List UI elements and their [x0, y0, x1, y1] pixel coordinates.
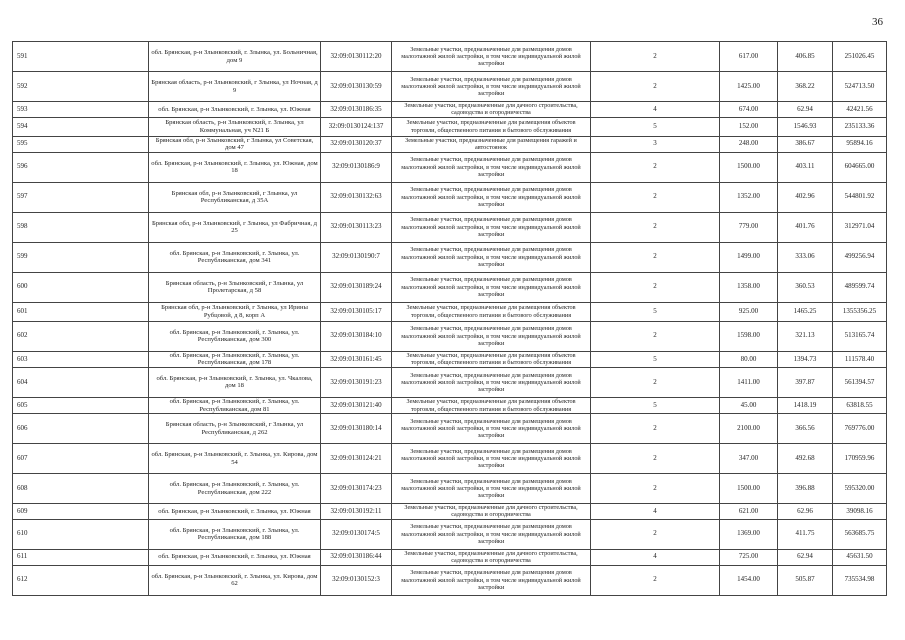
- row-cadastral-number: 32:09:0130192:11: [321, 504, 392, 520]
- row-area: 2100.00: [720, 414, 778, 444]
- row-address: обл. Брянская, р-н Злынковский, г. Злынка, ул. Республиканская, дом 178: [149, 351, 321, 367]
- table-row: [13, 242, 887, 272]
- row-cadastral-value: 251026.45: [833, 42, 887, 72]
- row-cadastral-number: 32:09:0130191:23: [321, 367, 392, 397]
- row-group: 5: [591, 117, 720, 136]
- row-cadastral-value: 595320.00: [833, 474, 887, 504]
- row-land-use: Земельные участки, предназначенные для размещения объектов торговли, общественного питания и бытового обслуживания: [392, 117, 591, 136]
- row-specific-value: 396.88: [778, 474, 833, 504]
- row-cadastral-number: 32:09:0130105:17: [321, 302, 392, 321]
- row-address: обл. Брянская, р-н Злынковский, г. Злынка, ул. Кирова, дом 54: [149, 444, 321, 474]
- table-row: [13, 102, 887, 118]
- row-area: 779.00: [720, 212, 778, 242]
- row-group: 2: [591, 212, 720, 242]
- row-land-use: Земельные участки, предназначенные для дачного строительства, садоводства и огородничества: [392, 504, 591, 520]
- row-address: Брянская область, р-н Злынковский, г. Злынка, ул Коммунальная, уч N21 Б: [149, 117, 321, 136]
- table-row: [13, 351, 887, 367]
- row-cadastral-number: 32:09:0130190:7: [321, 242, 392, 272]
- row-address: Брянская обл, р-н Злынковский, г Злынка, ул Советская, дом 47: [149, 136, 321, 152]
- row-specific-value: 406.85: [778, 42, 833, 72]
- row-land-use: Земельные участки, предназначенные для дачного строительства, садоводства и огородничества: [392, 549, 591, 565]
- row-specific-value: 411.75: [778, 519, 833, 549]
- table-row: [13, 321, 887, 351]
- row-cadastral-value: 735534.98: [833, 565, 887, 595]
- row-land-use: Земельные участки, предназначенные для размещения домов малоэтажной жилой застройки, в том числе индивидуальной жилой застройки: [392, 42, 591, 72]
- row-specific-value: 368.22: [778, 72, 833, 102]
- row-specific-value: 366.56: [778, 414, 833, 444]
- row-land-use: Земельные участки, предназначенные для размещения домов малоэтажной жилой застройки, в том числе индивидуальной жилой застройки: [392, 212, 591, 242]
- row-address: обл. Брянская, р-н Злынковский, г. Злынка, ул. Южная: [149, 549, 321, 565]
- row-number: 600: [13, 272, 149, 302]
- row-area: 1454.00: [720, 565, 778, 595]
- page-number: 36: [872, 16, 883, 28]
- row-area: 1598.00: [720, 321, 778, 351]
- table-row: [13, 72, 887, 102]
- row-group: 3: [591, 136, 720, 152]
- row-specific-value: 1418.19: [778, 397, 833, 413]
- row-group: 2: [591, 42, 720, 72]
- row-cadastral-value: 170959.96: [833, 444, 887, 474]
- row-group: 2: [591, 414, 720, 444]
- row-cadastral-number: 32:09:0130112:20: [321, 42, 392, 72]
- row-cadastral-number: 32:09:0130130:59: [321, 72, 392, 102]
- cadastral-value-table: [12, 41, 887, 596]
- row-group: 2: [591, 519, 720, 549]
- row-area: 1411.00: [720, 367, 778, 397]
- row-group: 5: [591, 351, 720, 367]
- row-area: 1500.00: [720, 474, 778, 504]
- table-row: [13, 117, 887, 136]
- row-specific-value: 386.67: [778, 136, 833, 152]
- table-row: [13, 367, 887, 397]
- row-cadastral-value: 63818.55: [833, 397, 887, 413]
- row-specific-value: 1465.25: [778, 302, 833, 321]
- row-land-use: Земельные участки, предназначенные для размещения объектов торговли, общественного питания и бытового обслуживания: [392, 302, 591, 321]
- row-group: 2: [591, 152, 720, 182]
- row-area: 80.00: [720, 351, 778, 367]
- row-land-use: Земельные участки, предназначенные для размещения объектов торговли, общественного питания и бытового обслуживания: [392, 351, 591, 367]
- row-number: 597: [13, 182, 149, 212]
- row-specific-value: 401.76: [778, 212, 833, 242]
- table-row: [13, 272, 887, 302]
- table-row: [13, 504, 887, 520]
- row-group: 2: [591, 321, 720, 351]
- row-address: обл. Брянская, р-н Злынковский, г. Злынка, ул. Республиканская, дом 300: [149, 321, 321, 351]
- row-number: 604: [13, 367, 149, 397]
- row-number: 593: [13, 102, 149, 118]
- row-address: обл. Брянская, р-н Злынковский, г. Злынка, ул. Южная: [149, 504, 321, 520]
- row-group: 2: [591, 367, 720, 397]
- row-group: 2: [591, 182, 720, 212]
- row-area: 1500.00: [720, 152, 778, 182]
- row-area: 45.00: [720, 397, 778, 413]
- row-address: Брянская обл, р-н Злынковский, г Злынка, ул Республиканская, д 35А: [149, 182, 321, 212]
- row-cadastral-number: 32:09:0130186:35: [321, 102, 392, 118]
- row-land-use: Земельные участки, предназначенные для размещения домов малоэтажной жилой застройки, в том числе индивидуальной жилой застройки: [392, 242, 591, 272]
- row-number: 594: [13, 117, 149, 136]
- row-area: 621.00: [720, 504, 778, 520]
- row-cadastral-number: 32:09:0130180:14: [321, 414, 392, 444]
- row-cadastral-value: 95894.16: [833, 136, 887, 152]
- row-number: 599: [13, 242, 149, 272]
- row-group: 2: [591, 444, 720, 474]
- row-group: 4: [591, 549, 720, 565]
- row-land-use: Земельные участки, предназначенные для размещения домов малоэтажной жилой застройки, в том числе индивидуальной жилой застройки: [392, 474, 591, 504]
- row-address: обл. Брянская, р-н Злынковский, г. Злынка, ул. Кирова, дом 62: [149, 565, 321, 595]
- row-number: 609: [13, 504, 149, 520]
- row-land-use: Земельные участки, предназначенные для размещения домов малоэтажной жилой застройки, в том числе индивидуальной жилой застройки: [392, 519, 591, 549]
- row-address: обл. Брянская, р-н Злынковский, г. Злынка, ул. Республиканская, дом 81: [149, 397, 321, 413]
- row-land-use: Земельные участки, предназначенные для размещения домов малоэтажной жилой застройки, в том числе индивидуальной жилой застройки: [392, 565, 591, 595]
- row-cadastral-value: 235133.36: [833, 117, 887, 136]
- row-cadastral-number: 32:09:0130161:45: [321, 351, 392, 367]
- row-specific-value: 505.87: [778, 565, 833, 595]
- row-area: 347.00: [720, 444, 778, 474]
- row-area: 925.00: [720, 302, 778, 321]
- row-land-use: Земельные участки, предназначенные для размещения домов малоэтажной жилой застройки, в том числе индивидуальной жилой застройки: [392, 72, 591, 102]
- row-land-use: Земельные участки, предназначенные для размещения объектов торговли, общественного питания и бытового обслуживания: [392, 397, 591, 413]
- row-number: 610: [13, 519, 149, 549]
- table-row: [13, 474, 887, 504]
- row-number: 606: [13, 414, 149, 444]
- row-group: 4: [591, 102, 720, 118]
- row-number: 592: [13, 72, 149, 102]
- row-specific-value: 62.94: [778, 102, 833, 118]
- row-cadastral-value: 544801.92: [833, 182, 887, 212]
- row-number: 605: [13, 397, 149, 413]
- row-cadastral-number: 32:09:0130152:3: [321, 565, 392, 595]
- row-land-use: Земельные участки, предназначенные для размещения домов малоэтажной жилой застройки, в том числе индивидуальной жилой застройки: [392, 272, 591, 302]
- row-address: обл. Брянская, р-н Злынковский, г. Злынка, ул. Республиканская, дом 188: [149, 519, 321, 549]
- row-address: обл. Брянская, р-н Злынковский, г. Злынка, ул. Больничная, дом 9: [149, 42, 321, 72]
- row-area: 1499.00: [720, 242, 778, 272]
- table-row: [13, 549, 887, 565]
- row-cadastral-value: 604665.00: [833, 152, 887, 182]
- row-group: 5: [591, 397, 720, 413]
- row-area: 725.00: [720, 549, 778, 565]
- row-cadastral-number: 32:09:0130113:23: [321, 212, 392, 242]
- row-number: 602: [13, 321, 149, 351]
- row-address: обл. Брянская, р-н Злынковский, г. Злынка, ул. Чкалова, дом 18: [149, 367, 321, 397]
- row-land-use: Земельные участки, предназначенные для размещения домов малоэтажной жилой застройки, в том числе индивидуальной жилой застройки: [392, 414, 591, 444]
- table-row: [13, 397, 887, 413]
- table-body: [13, 42, 887, 596]
- row-number: 595: [13, 136, 149, 152]
- row-specific-value: 403.11: [778, 152, 833, 182]
- row-land-use: Земельные участки, предназначенные для размещения домов малоэтажной жилой застройки, в том числе индивидуальной жилой застройки: [392, 321, 591, 351]
- row-area: 1352.00: [720, 182, 778, 212]
- row-cadastral-value: 499256.94: [833, 242, 887, 272]
- row-group: 4: [591, 504, 720, 520]
- row-cadastral-value: 1355356.25: [833, 302, 887, 321]
- table-row: [13, 42, 887, 72]
- row-number: 612: [13, 565, 149, 595]
- row-group: 2: [591, 242, 720, 272]
- row-address: обл. Брянская, р-н Злынковский, г. Злынка, ул. Южная, дом 18: [149, 152, 321, 182]
- row-cadastral-value: 513165.74: [833, 321, 887, 351]
- row-cadastral-number: 32:09:0130124:21: [321, 444, 392, 474]
- row-specific-value: 333.06: [778, 242, 833, 272]
- row-cadastral-value: 39098.16: [833, 504, 887, 520]
- row-number: 596: [13, 152, 149, 182]
- row-cadastral-value: 111578.40: [833, 351, 887, 367]
- row-specific-value: 1394.73: [778, 351, 833, 367]
- row-specific-value: 402.96: [778, 182, 833, 212]
- row-cadastral-number: 32:09:0130184:10: [321, 321, 392, 351]
- row-number: 608: [13, 474, 149, 504]
- table-row: [13, 302, 887, 321]
- table-row: [13, 136, 887, 152]
- row-number: 611: [13, 549, 149, 565]
- row-area: 1425.00: [720, 72, 778, 102]
- row-specific-value: 1546.93: [778, 117, 833, 136]
- row-number: 591: [13, 42, 149, 72]
- row-group: 2: [591, 565, 720, 595]
- row-cadastral-number: 32:09:0130189:24: [321, 272, 392, 302]
- row-address: обл. Брянская, р-н Злынковский, г. Злынка, ул. Южная: [149, 102, 321, 118]
- table-row: [13, 182, 887, 212]
- row-cadastral-value: 312971.04: [833, 212, 887, 242]
- row-land-use: Земельные участки, предназначенные для размещения домов малоэтажной жилой застройки, в том числе индивидуальной жилой застройки: [392, 152, 591, 182]
- table-row: [13, 565, 887, 595]
- table-row: [13, 414, 887, 444]
- row-land-use: Земельные участки, предназначенные для размещения домов малоэтажной жилой застройки, в том числе индивидуальной жилой застройки: [392, 182, 591, 212]
- row-cadastral-value: 42421.56: [833, 102, 887, 118]
- row-group: 2: [591, 474, 720, 504]
- row-cadastral-value: 45631.50: [833, 549, 887, 565]
- row-land-use: Земельные участки, предназначенные для размещения домов малоэтажной жилой застройки, в том числе индивидуальной жилой застройки: [392, 444, 591, 474]
- row-group: 5: [591, 302, 720, 321]
- row-land-use: Земельные участки, предназначенные для размещения домов малоэтажной жилой застройки, в том числе индивидуальной жилой застройки: [392, 367, 591, 397]
- row-area: 617.00: [720, 42, 778, 72]
- row-cadastral-number: 32:09:0130186:9: [321, 152, 392, 182]
- row-area: 674.00: [720, 102, 778, 118]
- row-area: 1358.00: [720, 272, 778, 302]
- row-address: Брянская область, р-н Злынковский, г Злынка, ул Пролетарская, д 58: [149, 272, 321, 302]
- row-cadastral-number: 32:09:0130174:5: [321, 519, 392, 549]
- row-specific-value: 62.96: [778, 504, 833, 520]
- row-address: Брянская область, р-н Злынковский, г Злынка, ул Республиканская, д 262: [149, 414, 321, 444]
- row-cadastral-number: 32:09:0130186:44: [321, 549, 392, 565]
- row-area: 152.00: [720, 117, 778, 136]
- row-area: 1369.00: [720, 519, 778, 549]
- row-cadastral-number: 32:09:0130132:63: [321, 182, 392, 212]
- row-specific-value: 62.94: [778, 549, 833, 565]
- row-cadastral-value: 489599.74: [833, 272, 887, 302]
- table-row: [13, 152, 887, 182]
- row-specific-value: 321.13: [778, 321, 833, 351]
- row-cadastral-number: 32:09:0130120:37: [321, 136, 392, 152]
- row-address: Брянская обл, р-н Злынковский, г Злынка, ул Фабричная, д 25: [149, 212, 321, 242]
- row-cadastral-value: 524713.50: [833, 72, 887, 102]
- row-number: 598: [13, 212, 149, 242]
- row-address: Брянская обл, р-н Злынковский, г Злынка, ул Ирины Рубцовой, д 8, корп А: [149, 302, 321, 321]
- table-row: [13, 519, 887, 549]
- table-row: [13, 212, 887, 242]
- row-cadastral-value: 563685.75: [833, 519, 887, 549]
- row-cadastral-value: 561394.57: [833, 367, 887, 397]
- row-cadastral-number: 32:09:0130121:40: [321, 397, 392, 413]
- row-address: обл. Брянская, р-н Злынковский, г. Злынка, ул. Республиканская, дом 341: [149, 242, 321, 272]
- row-address: Брянская область, р-н Злынковский, г Злынка, ул Ночная, д 9: [149, 72, 321, 102]
- table-row: [13, 444, 887, 474]
- row-specific-value: 397.87: [778, 367, 833, 397]
- row-specific-value: 360.53: [778, 272, 833, 302]
- row-specific-value: 492.68: [778, 444, 833, 474]
- row-number: 603: [13, 351, 149, 367]
- row-number: 601: [13, 302, 149, 321]
- row-address: обл. Брянская, р-н Злынковский, г. Злынка, ул. Республиканская, дом 222: [149, 474, 321, 504]
- row-cadastral-number: 32:09:0130124:137: [321, 117, 392, 136]
- row-cadastral-value: 769776.00: [833, 414, 887, 444]
- row-number: 607: [13, 444, 149, 474]
- row-land-use: Земельные участки, предназначенные для размещения гаражей и автостоянок: [392, 136, 591, 152]
- row-cadastral-number: 32:09:0130174:23: [321, 474, 392, 504]
- row-land-use: Земельные участки, предназначенные для дачного строительства, садоводства и огородничества: [392, 102, 591, 118]
- row-group: 2: [591, 272, 720, 302]
- row-area: 248.00: [720, 136, 778, 152]
- row-group: 2: [591, 72, 720, 102]
